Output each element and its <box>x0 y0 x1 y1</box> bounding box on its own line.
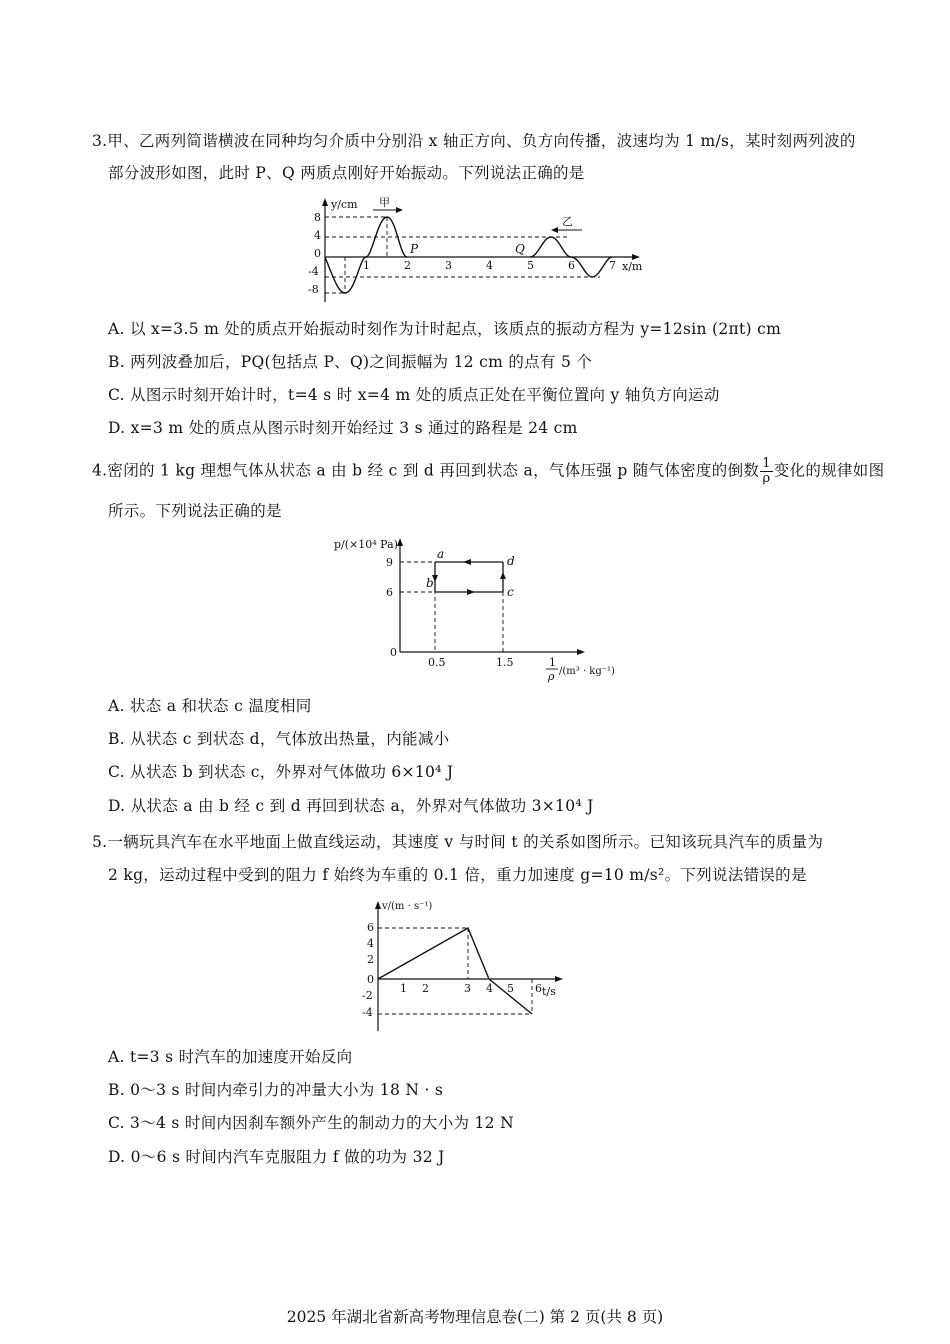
q3-xtick: 6 <box>568 259 575 272</box>
q5-xtick: 1 <box>400 982 407 995</box>
q3-xtick: 2 <box>404 259 411 272</box>
q3-wave-a-label: 甲 <box>379 196 390 209</box>
q3-ytick: -4 <box>308 265 319 278</box>
q5-ytick: -2 <box>362 989 373 1002</box>
q3-wave-b-label: 乙 <box>562 215 573 228</box>
q5-x-label: t/s <box>542 985 556 998</box>
q4-state-c: c <box>507 585 514 599</box>
q5-option-a: A. t=3 s 时汽车的加速度开始反向 <box>108 1048 353 1066</box>
q4-state-d: d <box>507 554 515 568</box>
q5-xtick: 5 <box>507 982 514 995</box>
q4-x-label-unit: /(m³ · kg⁻¹) <box>559 666 615 677</box>
q4-state-a: a <box>437 547 445 561</box>
q5-vt-figure <box>360 895 580 1035</box>
q4-ytick: 0 <box>390 646 397 659</box>
q4-x-label-den: ρ <box>548 670 555 683</box>
q5-ytick: 2 <box>367 953 374 966</box>
q4-xtick: 1.5 <box>496 656 514 669</box>
q5-option-b: B. 0～3 s 时间内牵引力的冲量大小为 18 N · s <box>108 1081 444 1099</box>
q3-option-a: A. 以 x=3.5 m 处的质点开始振动时刻作为计时起点，该质点的振动方程为 y=12sin (2πt) cm <box>108 320 782 338</box>
q3-ytick: -8 <box>308 283 319 296</box>
q3-y-label: y/cm <box>331 198 358 211</box>
q3-stem-line1: 3.甲、乙两列简谐横波在同种均匀介质中分别沿 x 轴正方向、负方向传播，波速均为 1 m/s，某时刻两列波的 <box>92 132 856 150</box>
q3-point-q: Q <box>515 242 525 256</box>
q3-xtick: 5 <box>527 259 534 272</box>
q5-ytick: 6 <box>367 921 374 934</box>
q5-stem-line2: 2 kg，运动过程中受到的阻力 f 始终为车重的 0.1 倍，重力加速度 g=10 m/s²。下列说法错误的是 <box>108 866 807 884</box>
q3-ytick: 8 <box>314 211 321 224</box>
q3-option-b: B. 两列波叠加后，PQ(包括点 P、Q)之间振幅为 12 cm 的点有 5 个 <box>108 353 593 371</box>
q4-y-label: p/(×10⁴ Pa) <box>334 538 398 551</box>
q4-stem-pre: 4.密闭的 1 kg 理想气体从状态 a 由 b 经 c 到 d 再回到状态 a，气体压强 p 随气体密度的倒数 <box>92 461 760 480</box>
q4-option-a: A. 状态 a 和状态 c 温度相同 <box>108 697 312 715</box>
page-footer: 2025 年湖北省新高考物理信息卷(二) 第 2 页(共 8 页) <box>286 1308 664 1326</box>
q5-ytick: -4 <box>362 1006 373 1019</box>
q3-xtick: 1 <box>363 259 370 272</box>
q3-ytick: 0 <box>314 247 321 260</box>
q5-xtick: 3 <box>464 982 471 995</box>
q3-xtick: 4 <box>486 259 493 272</box>
q4-stem-post: 变化的规律如图 <box>773 461 885 480</box>
q4-ytick: 6 <box>386 586 393 599</box>
q3-point-p: P <box>410 242 419 256</box>
q4-xtick: 0.5 <box>428 656 446 669</box>
q4-option-d: D. 从状态 a 由 b 经 c 到 d 再回到状态 a，外界对气体做功 3×10⁴ J <box>108 797 594 815</box>
q3-ytick: 4 <box>314 229 321 242</box>
q4-frac-num: 1 <box>762 456 771 471</box>
q4-frac-den: ρ <box>762 471 771 486</box>
q5-stem-line1: 5.一辆玩具汽车在水平地面上做直线运动，其速度 v 与时间 t 的关系如图所示。已知该玩具汽车的质量为 <box>92 833 824 851</box>
q5-ytick: 4 <box>367 937 374 950</box>
q3-option-d: D. x=3 m 处的质点从图示时刻开始经过 3 s 通过的路程是 24 cm <box>108 419 578 437</box>
q4-x-label-num: 1 <box>549 656 556 669</box>
q4-option-c: C. 从状态 b 到状态 c，外界对气体做功 6×10⁴ J <box>108 763 454 781</box>
q3-x-label: x/m <box>622 260 643 273</box>
q5-xtick: 2 <box>422 982 429 995</box>
q4-ytick: 9 <box>386 556 393 569</box>
q5-y-label: v/(m · s⁻¹) <box>382 901 433 912</box>
q5-option-c: C. 3～4 s 时间内因刹车额外产生的制动力的大小为 12 N <box>108 1114 514 1132</box>
q4-stem-fraction <box>760 457 773 486</box>
q4-state-b: b <box>426 576 434 590</box>
q4-pv-figure <box>330 532 630 687</box>
q5-xtick: 6 <box>535 982 542 995</box>
q4-stem-line2: 所示。下列说法正确的是 <box>108 502 282 520</box>
q3-xtick: 3 <box>445 259 452 272</box>
q3-option-c: C. 从图示时刻开始计时，t=4 s 时 x=4 m 处的质点正处在平衡位置向 y 轴负方向运动 <box>108 386 720 404</box>
q5-option-d: D. 0～6 s 时间内汽车克服阻力 f 做的功为 32 J <box>108 1148 445 1166</box>
q3-xtick: 7 <box>609 259 616 272</box>
q4-stem-line1 <box>92 457 884 486</box>
q5-ytick: 0 <box>367 973 374 986</box>
q5-xtick: 4 <box>486 982 493 995</box>
q3-wave-figure <box>300 196 660 306</box>
q3-stem-line2: 部分波形如图，此时 P、Q 两质点刚好开始振动。下列说法正确的是 <box>108 164 585 182</box>
q4-option-b: B. 从状态 c 到状态 d，气体放出热量，内能减小 <box>108 730 450 748</box>
